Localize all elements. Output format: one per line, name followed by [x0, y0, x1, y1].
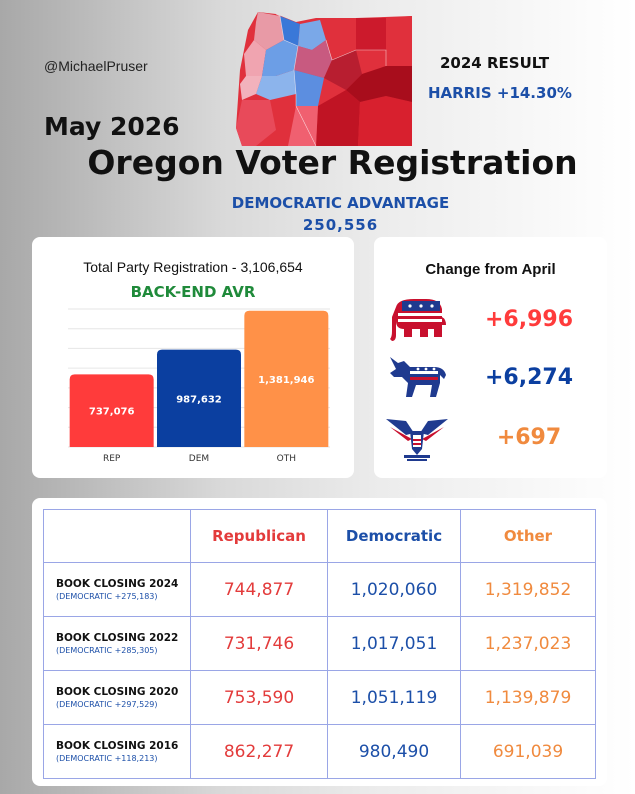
cell-other: 1,237,023	[461, 617, 596, 671]
row-sublabel: (DEMOCRATIC +285,305)	[56, 646, 158, 655]
cell-other: 1,139,879	[461, 671, 596, 725]
row-label: BOOK CLOSING 2016	[56, 740, 179, 752]
advantage-value: 250,556	[302, 216, 379, 234]
results-table-card	[32, 498, 607, 786]
row-label: BOOK CLOSING 2024	[56, 578, 179, 590]
cell-republican: 744,877	[191, 563, 328, 617]
bar-value-label: 737,076	[88, 406, 135, 418]
change-title: Change from April	[425, 261, 556, 278]
change-row-other	[374, 413, 607, 463]
chart-title: Total Party Registration - 3,106,654	[83, 259, 303, 275]
page-title: Oregon Voter Registration	[87, 143, 578, 182]
category-label: DEM	[188, 454, 210, 464]
cell-democratic: 980,490	[328, 725, 461, 779]
donkey-icon	[384, 353, 450, 403]
results-table	[43, 509, 596, 779]
eagle-icon	[384, 413, 450, 463]
cell-other: 691,039	[461, 725, 596, 779]
result-label: 2024 RESULT	[440, 54, 550, 72]
cell-republican: 753,590	[191, 671, 328, 725]
cell-democratic: 1,017,051	[328, 617, 461, 671]
advantage-label: DEMOCRATIC ADVANTAGE	[231, 194, 450, 212]
cell-other: 1,319,852	[461, 563, 596, 617]
category-label: OTH	[276, 454, 297, 464]
table-row	[44, 563, 596, 617]
bar-value-label: 987,632	[176, 394, 222, 406]
change-card	[374, 237, 607, 478]
change-row-democratic	[374, 353, 607, 403]
cell-democratic: 1,020,060	[328, 563, 461, 617]
change-value-democratic: +6,274	[484, 365, 574, 390]
row-label-cell	[44, 725, 191, 779]
table-corner-cell	[44, 510, 191, 563]
bar-chart	[32, 237, 354, 478]
cell-democratic: 1,051,119	[328, 671, 461, 725]
row-label-cell	[44, 617, 191, 671]
row-sublabel: (DEMOCRATIC +275,183)	[56, 592, 158, 601]
table-row	[44, 725, 596, 779]
bar-value-label: 1,381,946	[258, 374, 315, 386]
author-handle: @MichaelPruser	[44, 58, 148, 74]
elephant-icon	[384, 295, 450, 345]
table-row	[44, 671, 596, 725]
row-label: BOOK CLOSING 2020	[56, 686, 179, 698]
change-value-other: +697	[496, 425, 562, 450]
cell-republican: 862,277	[191, 725, 328, 779]
row-sublabel: (DEMOCRATIC +118,213)	[56, 754, 158, 763]
registration-chart-card	[32, 237, 354, 478]
table-row	[44, 617, 596, 671]
oregon-county-map	[236, 10, 412, 146]
header-republican: Republican	[191, 510, 328, 563]
row-label: BOOK CLOSING 2022	[56, 632, 179, 644]
month-label: May 2026	[44, 112, 180, 141]
header-other: Other	[461, 510, 596, 563]
row-label-cell	[44, 671, 191, 725]
table-header-row	[44, 510, 596, 563]
change-value-republican: +6,996	[484, 307, 574, 332]
change-row-republican	[374, 295, 607, 345]
cell-republican: 731,746	[191, 617, 328, 671]
row-label-cell	[44, 563, 191, 617]
category-label: REP	[102, 454, 121, 464]
chart-subtitle: BACK-END AVR	[130, 283, 256, 301]
result-value: HARRIS +14.30%	[428, 84, 572, 102]
header-democratic: Democratic	[328, 510, 461, 563]
row-sublabel: (DEMOCRATIC +297,529)	[56, 700, 158, 709]
